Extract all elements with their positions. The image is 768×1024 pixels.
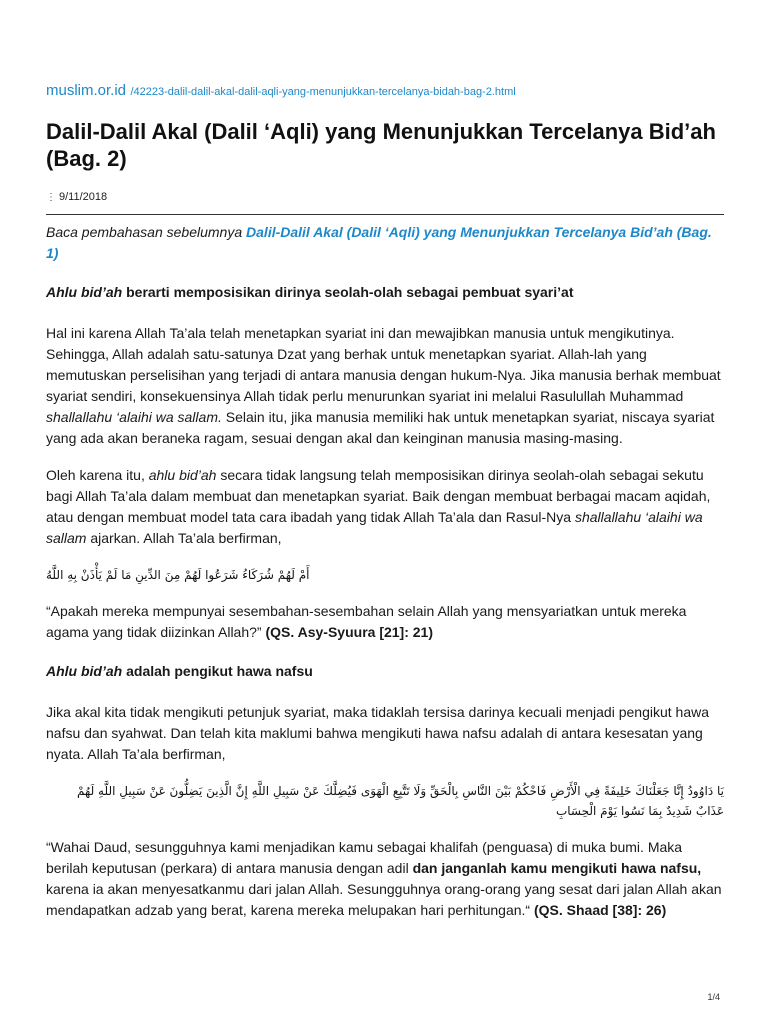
arabic-verse-2: يَا دَاوُودُ إِنَّا جَعَلْنَاكَ خَلِيفَةً فِي الْأَرْضِ فَاحْكُمْ بَيْنَ النَّاسِ بِالْحَقِّ وَلَا تَتَّبِعِ الْهَوَى فَيُضِلَّكَ عَنْ سَبِيلِ اللَّهِ إِنَّ الَّذِينَ يَضِلُّونَ عَنْ سَبِيلِ اللَّهِ لَهُمْ عَذَابٌ شَدِيدٌ بِمَا نَسُوا يَوْمَ الْحِسَابِ [77,784,724,818]
section1-heading [46,282,724,303]
section1-paragraph-2 [46,465,724,549]
domain-link[interactable]: muslim.or.id [46,82,127,99]
section1-p1-text-a: Hal ini karena Allah Ta’ala telah menetapkan syariat ini dan mewajibkan manusia untuk mengikutinya. Sehingga, Allah adalah satu-satunya Dzat yang berhak untuk menetapkan syariat. Allah-lah yang memutuskan perselisihan yang terjadi di antara manusia dengan hukum-Nya. Jika manusia berhak membuat syariat sendiri, konsekuensinya Allah tidak perlu menurunkan syariat ini melalui Rasulullah Muhammad [46,325,721,404]
section1-p2-italic-2: shallallahu ‘alaihi wa sallam [46,509,703,546]
intro-paragraph [46,222,724,264]
section1-heading-text: berarti memposisikan dirinya seolah-olah sebagai pembuat syari’at [122,284,574,300]
article-body [46,222,724,937]
title-divider [46,214,724,215]
translation-2 [46,837,724,921]
section1-p2-italic-1: ahlu bid’ah [148,467,217,483]
page-number: 1/4 [707,992,720,1002]
section1-p2-text-b: secara tidak langsung telah memposisikan dirinya seolah-olah sebagai sekutu bagi Allah Ta’ala dalam membuat dan menetapkan syariat. Baik dengan membuat berbagai macam aqidah, atau dengan membuat model tata cara ibadah yang tidak Allah Ta’ala dan Rasul-Nya [46,467,711,525]
section1-p1-text-b: Selain itu, jika manusia memiliki hak untuk menetapkan syariat, niscaya syariat yang ada akan beraneka ragam, sesuai dengan akal dan keinginan manusia masing-masing. [46,409,715,446]
translation-2-text-a: “Wahai Daud, sesungguhnya kami menjadikan kamu sebagai khalifah (penguasa) di muka bumi. Maka berilah keputusan (perkara) di antara manusia dengan adil [46,839,683,876]
verse-reference-2: (QS. Shaad [38]: 26) [533,902,667,918]
section2-heading [46,661,724,682]
arabic-verse-1: أَمْ لَهُمْ شُرَكَاءُ شَرَعُوا لَهُمْ مِنَ الدِّينِ مَا لَمْ يَأْذَنْ بِهِ اللَّهُ [46,568,310,582]
section2-paragraph-1: Jika akal kita tidak mengikuti petunjuk syariat, maka tidaklah tersisa darinya kecuali menjadi pengikut hawa nafsu dan syahwat. Dan telah kita maklumi bahwa mengikuti hawa nafsu adalah di antara kesesatan yang nyata. Allah Ta’ala berfirman, [46,704,710,762]
article-title: Dalil-Dalil Akal (Dalil ‘Aqli) yang Menunjukkan Tercelanya Bid’ah (Bag. 2) [46,119,716,171]
section1-paragraph-1 [46,323,724,449]
section1-p2-text-c: ajarkan. Allah Ta’ala berfirman, [86,530,282,546]
translation-1 [46,601,724,643]
translation-2-bold: dan janganlah kamu mengikuti hawa nafsu, [412,860,702,876]
publish-date: 9/11/2018 [59,191,108,203]
article-meta [46,191,107,203]
translation-2-text-b: karena ia akan menyesatkanmu dari jalan Allah. Sesungguhnya orang-orang yang sesat dari jalan Allah akan mendapatkan adzab yang berat, karena mereka melupakan hari perhitungan.“ [46,881,722,918]
previous-part-link[interactable]: Dalil-Dalil Akal (Dalil ‘Aqli) yang Menunjukkan Tercelanya Bid’ah (Bag. 1) [46,224,712,261]
verse-reference-1: (QS. Asy-Syuura [21]: 21) [265,624,433,640]
section2-heading-italic: Ahlu bid’ah [46,663,123,679]
translation-1-text: “Apakah mereka mempunyai sesembahan-sesembahan selain Allah yang mensyariatkan untuk mereka agama yang tidak diizinkan Allah?” [46,603,687,640]
kebab-icon: ⋮ [46,191,56,203]
section2-heading-text: adalah pengikut hawa nafsu [122,663,313,679]
section1-p1-italic: shallallahu ‘alaihi wa sallam. [46,409,222,425]
url-path[interactable]: /42223-dalil-dalil-akal-dalil-aqli-yang-menunjukkan-tercelanya-bidah-bag-2.html [130,86,516,98]
section1-heading-italic: Ahlu bid’ah [46,284,123,300]
source-url[interactable] [46,82,516,100]
intro-prefix: Baca pembahasan sebelumnya [46,224,247,240]
section1-p2-text-a: Oleh karena itu, [46,467,149,483]
